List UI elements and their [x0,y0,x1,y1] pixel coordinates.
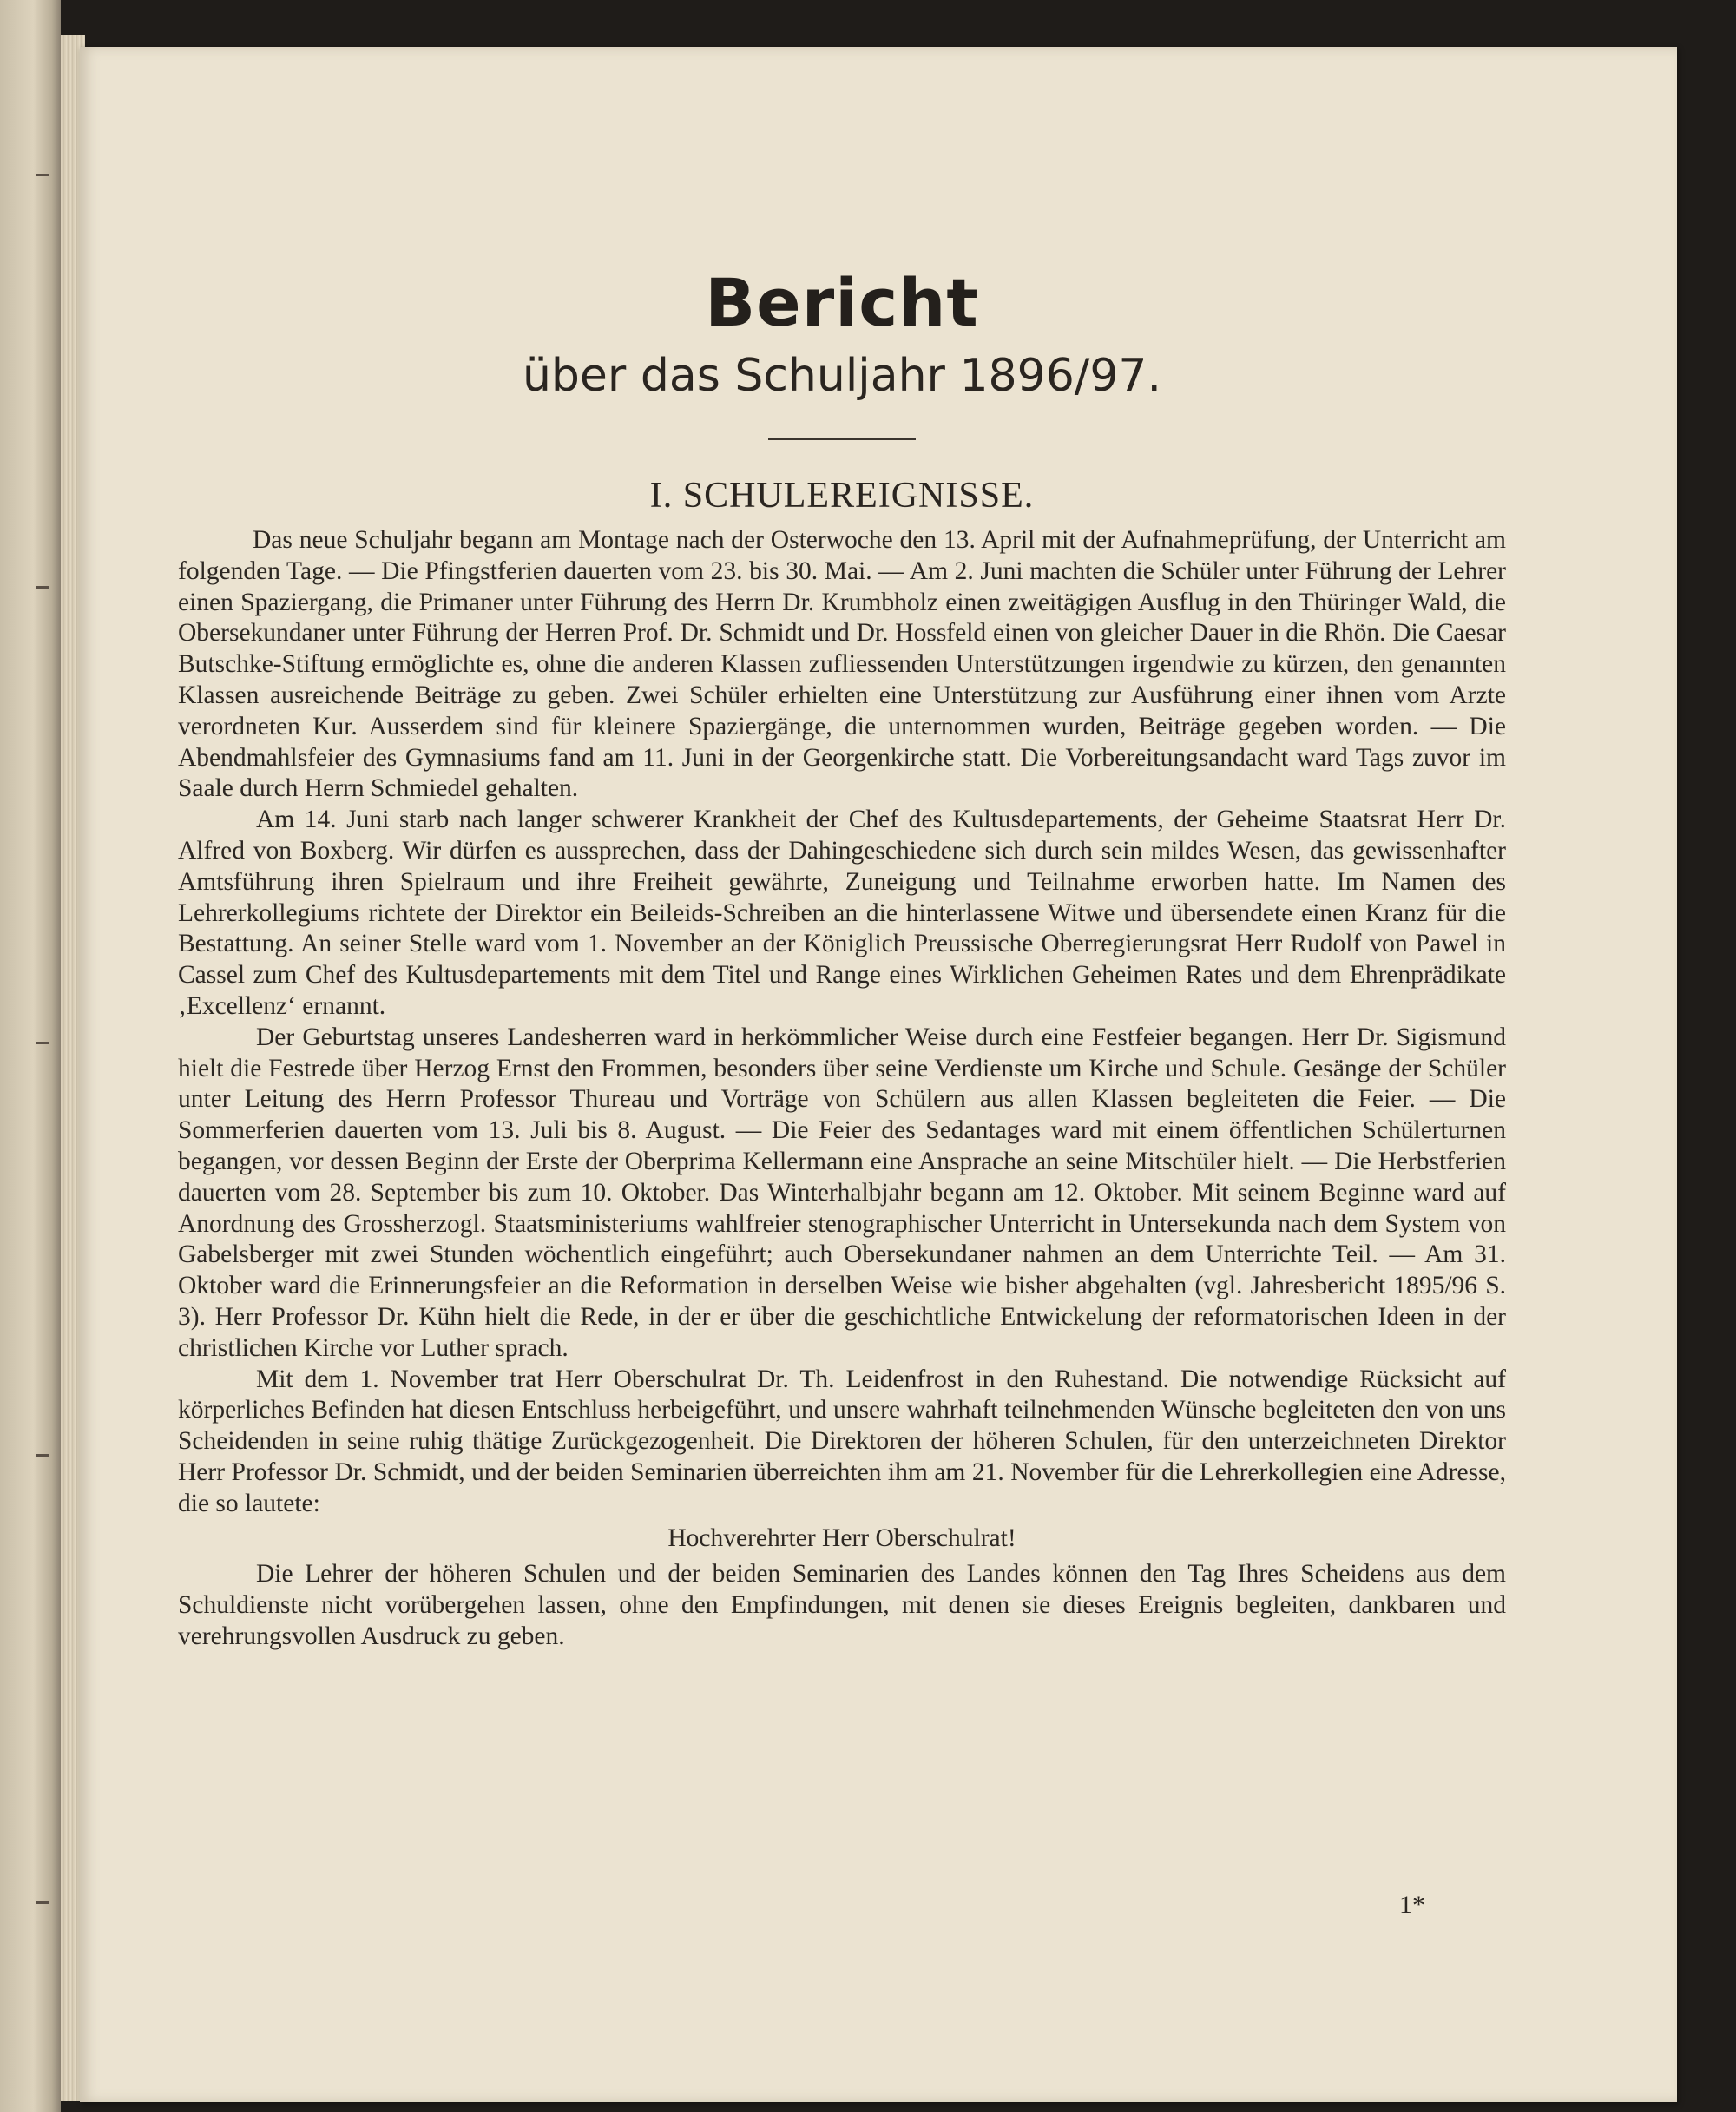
title-block [178,264,1506,516]
title-divider [768,438,916,440]
binding-mark [36,1042,49,1044]
letter-paragraph: Die Lehrer der höheren Schulen und der beiden Seminarien des Landes können den Tag Ihres Scheidens aus dem Schuldienste nicht vorübergehen lassen, ohne den Empfindungen, mit denen sie dieses Ereignis begleiten, dankbaren und verehrungsvollen Ausdruck zu geben. [178,1560,1506,1650]
body-paragraph: Mit dem 1. November trat Herr Oberschulrat Dr. Th. Leidenfrost in den Ruhestand. Die notwendige Rücksicht auf körperliches Befinden hat diesen Entschluss herbeigeführt, und unsere wahrhaft teilnehmenden Wünsche begleiteten den von uns Scheidenden in seine ruhig thätige Zurückgezogenheit. Die Direktoren der höheren Schulen, für den unterzeichneten Direktor Herr Professor Dr. Schmidt, und der beiden Seminarien überreichten ihm am 21. November für die Lehrerkollegien eine Adresse, die so lautete: [178,1365,1506,1517]
section-heading: I. SCHULEREIGNISSE. [649,476,1035,516]
report-subtitle: über das Schuljahr 1896/97. [522,350,1162,402]
letter-salutation: Hochverehrter Herr Oberschulrat! [667,1523,1016,1552]
page-number: 1* [1399,1891,1425,1919]
page-content [178,264,1506,1653]
body-paragraph: Der Geburtstag unseres Landesherren ward in herkömmlicher Weise durch eine Festfeier begangen. Herr Dr. Sigismund hielt die Festrede über Herzog Ernst den Frommen, besonders über seine Verdienste um Kirche und Schule. Gesänge der Schüler unter Leitung des Herrn Professor Thureau und Vorträge von Schülern aus allen Klassen begleiteten die Feier. — Die Sommerferien dauerten vom 13. Juli bis 8. August. — Die Feier des Sedantages ward mit einem öffentlichen Schülerturnen begangen, vor dessen Beginn der Erste der Oberprima Kellermann eine Ansprache an seine Mitschüler hielt. — Die Herbstferien dauerten vom 28. September bis zum 10. Oktober. Das Winterhalbjahr begann am 12. Oktober. Mit seinem Beginne ward auf Anordnung des Grossherzogl. Staatsministeriums wahlfreier stenographischer Unterricht in Untersekunda nach dem System von Gabelsberger mit zwei Stunden wöchentlich eingeführt; auch Obersekundaner nahmen an dem Unterrichte Teil. — Am 31. Oktober ward die Erinnerungsfeier an die Reformation in derselben Weise wie bisher abgehalten (vgl. Jahresbericht 1895/96 S. 3). Herr Professor Dr. Kühn hielt die Rede, in der er über die geschichtliche Entwickelung der reformatorischen Ideen in der christlichen Kirche vor Luther sprach. [178,1023,1506,1362]
body-paragraph: Am 14. Juni starb nach langer schwerer Krankheit der Chef des Kultusdepartements, der Geheime Staatsrat Herr Dr. Alfred von Boxberg. Wir dürfen es aussprechen, dass der Dahingeschiedene sich durch sein mildes Wesen, das gewissenhafter Amtsführung ihren Spielraum und ihre Freiheit gewährte, Zuneigung und Teilnahme erworben hatte. Im Namen des Lehrerkollegiums richtete der Direktor ein Beileids-Schreiben an die hinterlassene Witwe und übersendete einen Kranz für die Bestattung. An seiner Stelle ward vom 1. November an der Königlich Preussische Oberregierungsrat Herr Rudolf von Pawel in Cassel zum Chef des Kultusdepartements mit dem Titel und Range eines Wirklichen Geheimen Rates und dem Ehrenprädikate ‚Excellenz‘ ernannt. [178,806,1506,1020]
left-page-edge [0,0,61,2112]
binding-mark [36,1454,49,1457]
binding-mark [36,586,49,589]
binding-mark [36,174,49,176]
report-title: Bericht [705,264,979,341]
body-paragraph: Das neue Schuljahr begann am Montage nach der Osterwoche den 13. April mit der Aufnahmeprüfung, der Unterricht am folgenden Tage. — Die Pfingstferien dauerten vom 23. bis 30. Mai. — Am 2. Juni machten die Schüler unter Führung der Lehrer einen Spaziergang, die Primaner unter Führung des Herrn Dr. Krumbholz einen zweitägigen Ausflug in den Thüringer Wald, die Obersekundaner unter Führung der Herren Prof. Dr. Schmidt und Dr. Hossfeld einen von gleicher Dauer in die Rhön. Die Caesar Butschke-Stiftung ermöglichte es, ohne die anderen Klassen zufliessenden Unterstützungen irgendwie zu kürzen, den genannten Klassen ausreichende Beiträge zu geben. Zwei Schüler erhielten eine Unterstützung zur Ausführung einer ihnen vom Arzte verordneten Kur. Ausserdem sind für kleinere Spaziergänge, die unternommen wurden, Beiträge gegeben worden. — Die Abendmahlsfeier des Gymnasiums fand am 11. Juni in der Georgenkirche statt. Die Vorbereitungsandacht ward Tags zuvor im Saale durch Herrn Schmiedel gehalten. [178,526,1506,803]
binding-mark [36,1901,49,1904]
document-page [80,47,1677,2102]
